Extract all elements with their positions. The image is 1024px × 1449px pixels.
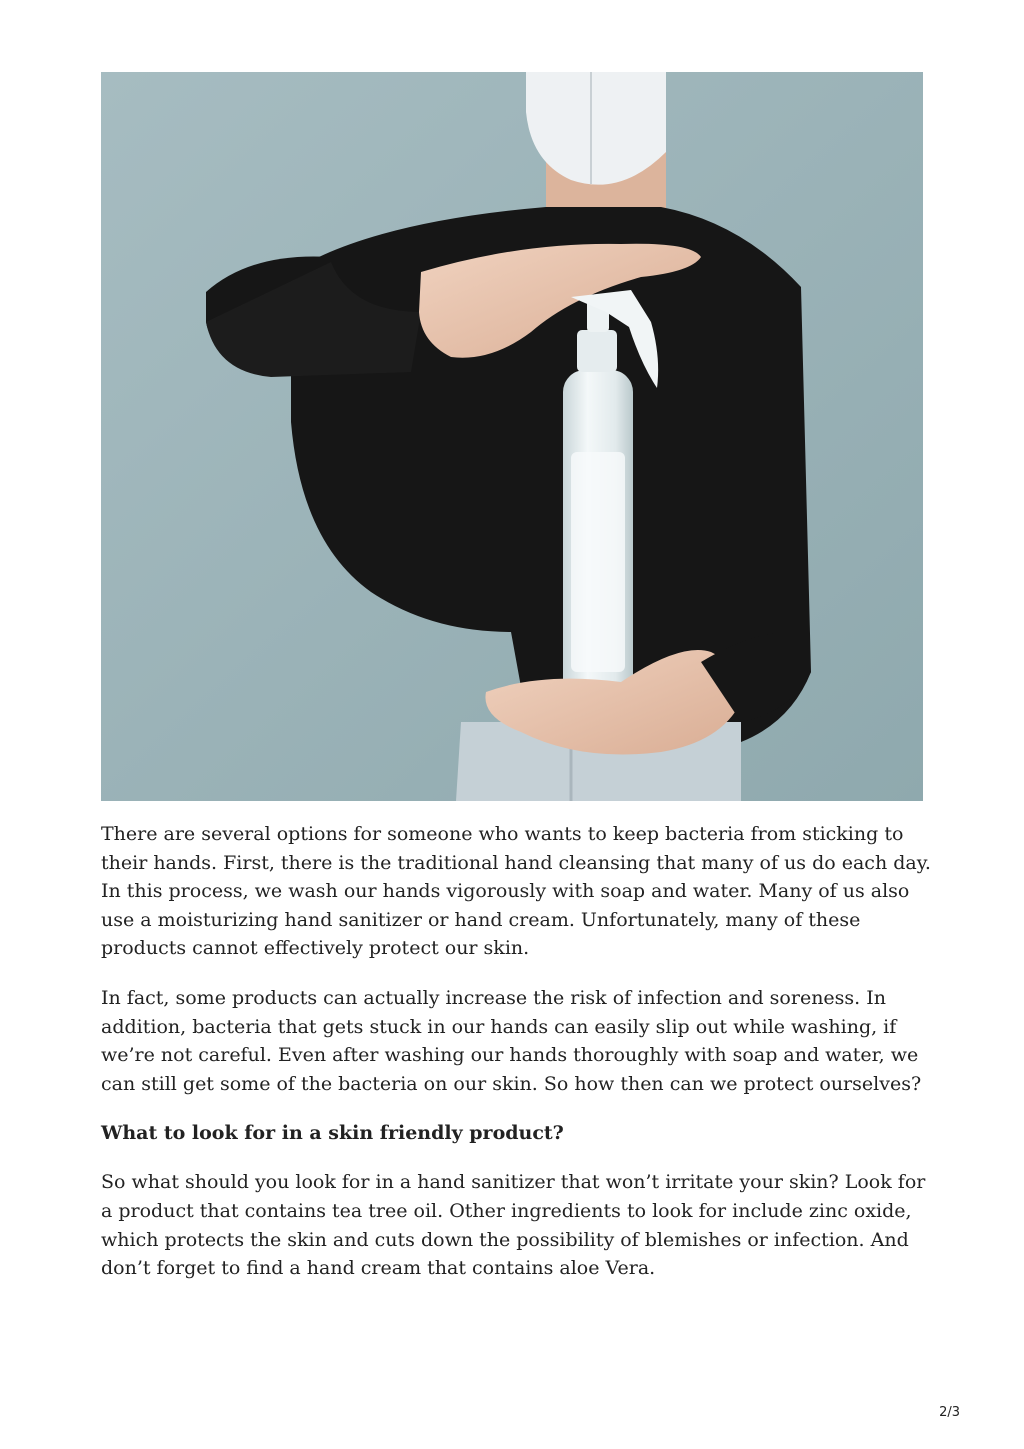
section-heading: What to look for in a skin friendly product?	[101, 1122, 564, 1145]
photo-person-holding-spray-bottle-icon	[101, 72, 923, 801]
page-number: 2/3	[939, 1405, 960, 1420]
paragraph-ingredients: So what should you look for in a hand sanitizer that won’t irritate your skin? Look for a product that contains tea tree oil. Other ingredients to look for include zinc oxide, which protects the skin and cuts down the possibility of blemishes or infection. And don’t forget to find a hand cream that contains aloe Vera.	[101, 1171, 926, 1280]
article-body	[101, 820, 931, 1304]
paragraph-options: There are several options for someone who wants to keep bacteria from sticking to their hands. First, there is the traditional hand cleansing that many of us do each day. In this process, we wash our hands vigorously with soap and water. Many of us also use a moisturizing hand sanitizer or hand cream. Unfortunately, many of these products cannot effectively protect our skin.	[101, 823, 931, 960]
article-photo	[101, 72, 923, 801]
paragraph-risks: In fact, some products can actually increase the risk of infection and soreness. In addition, bacteria that gets stuck in our hands can easily slip out while washing, if we’re not careful. Even after washing our hands thoroughly with soap and water, we can still get some of the bacteria on our skin. So how then can we protect ourselves?	[101, 986, 922, 1095]
